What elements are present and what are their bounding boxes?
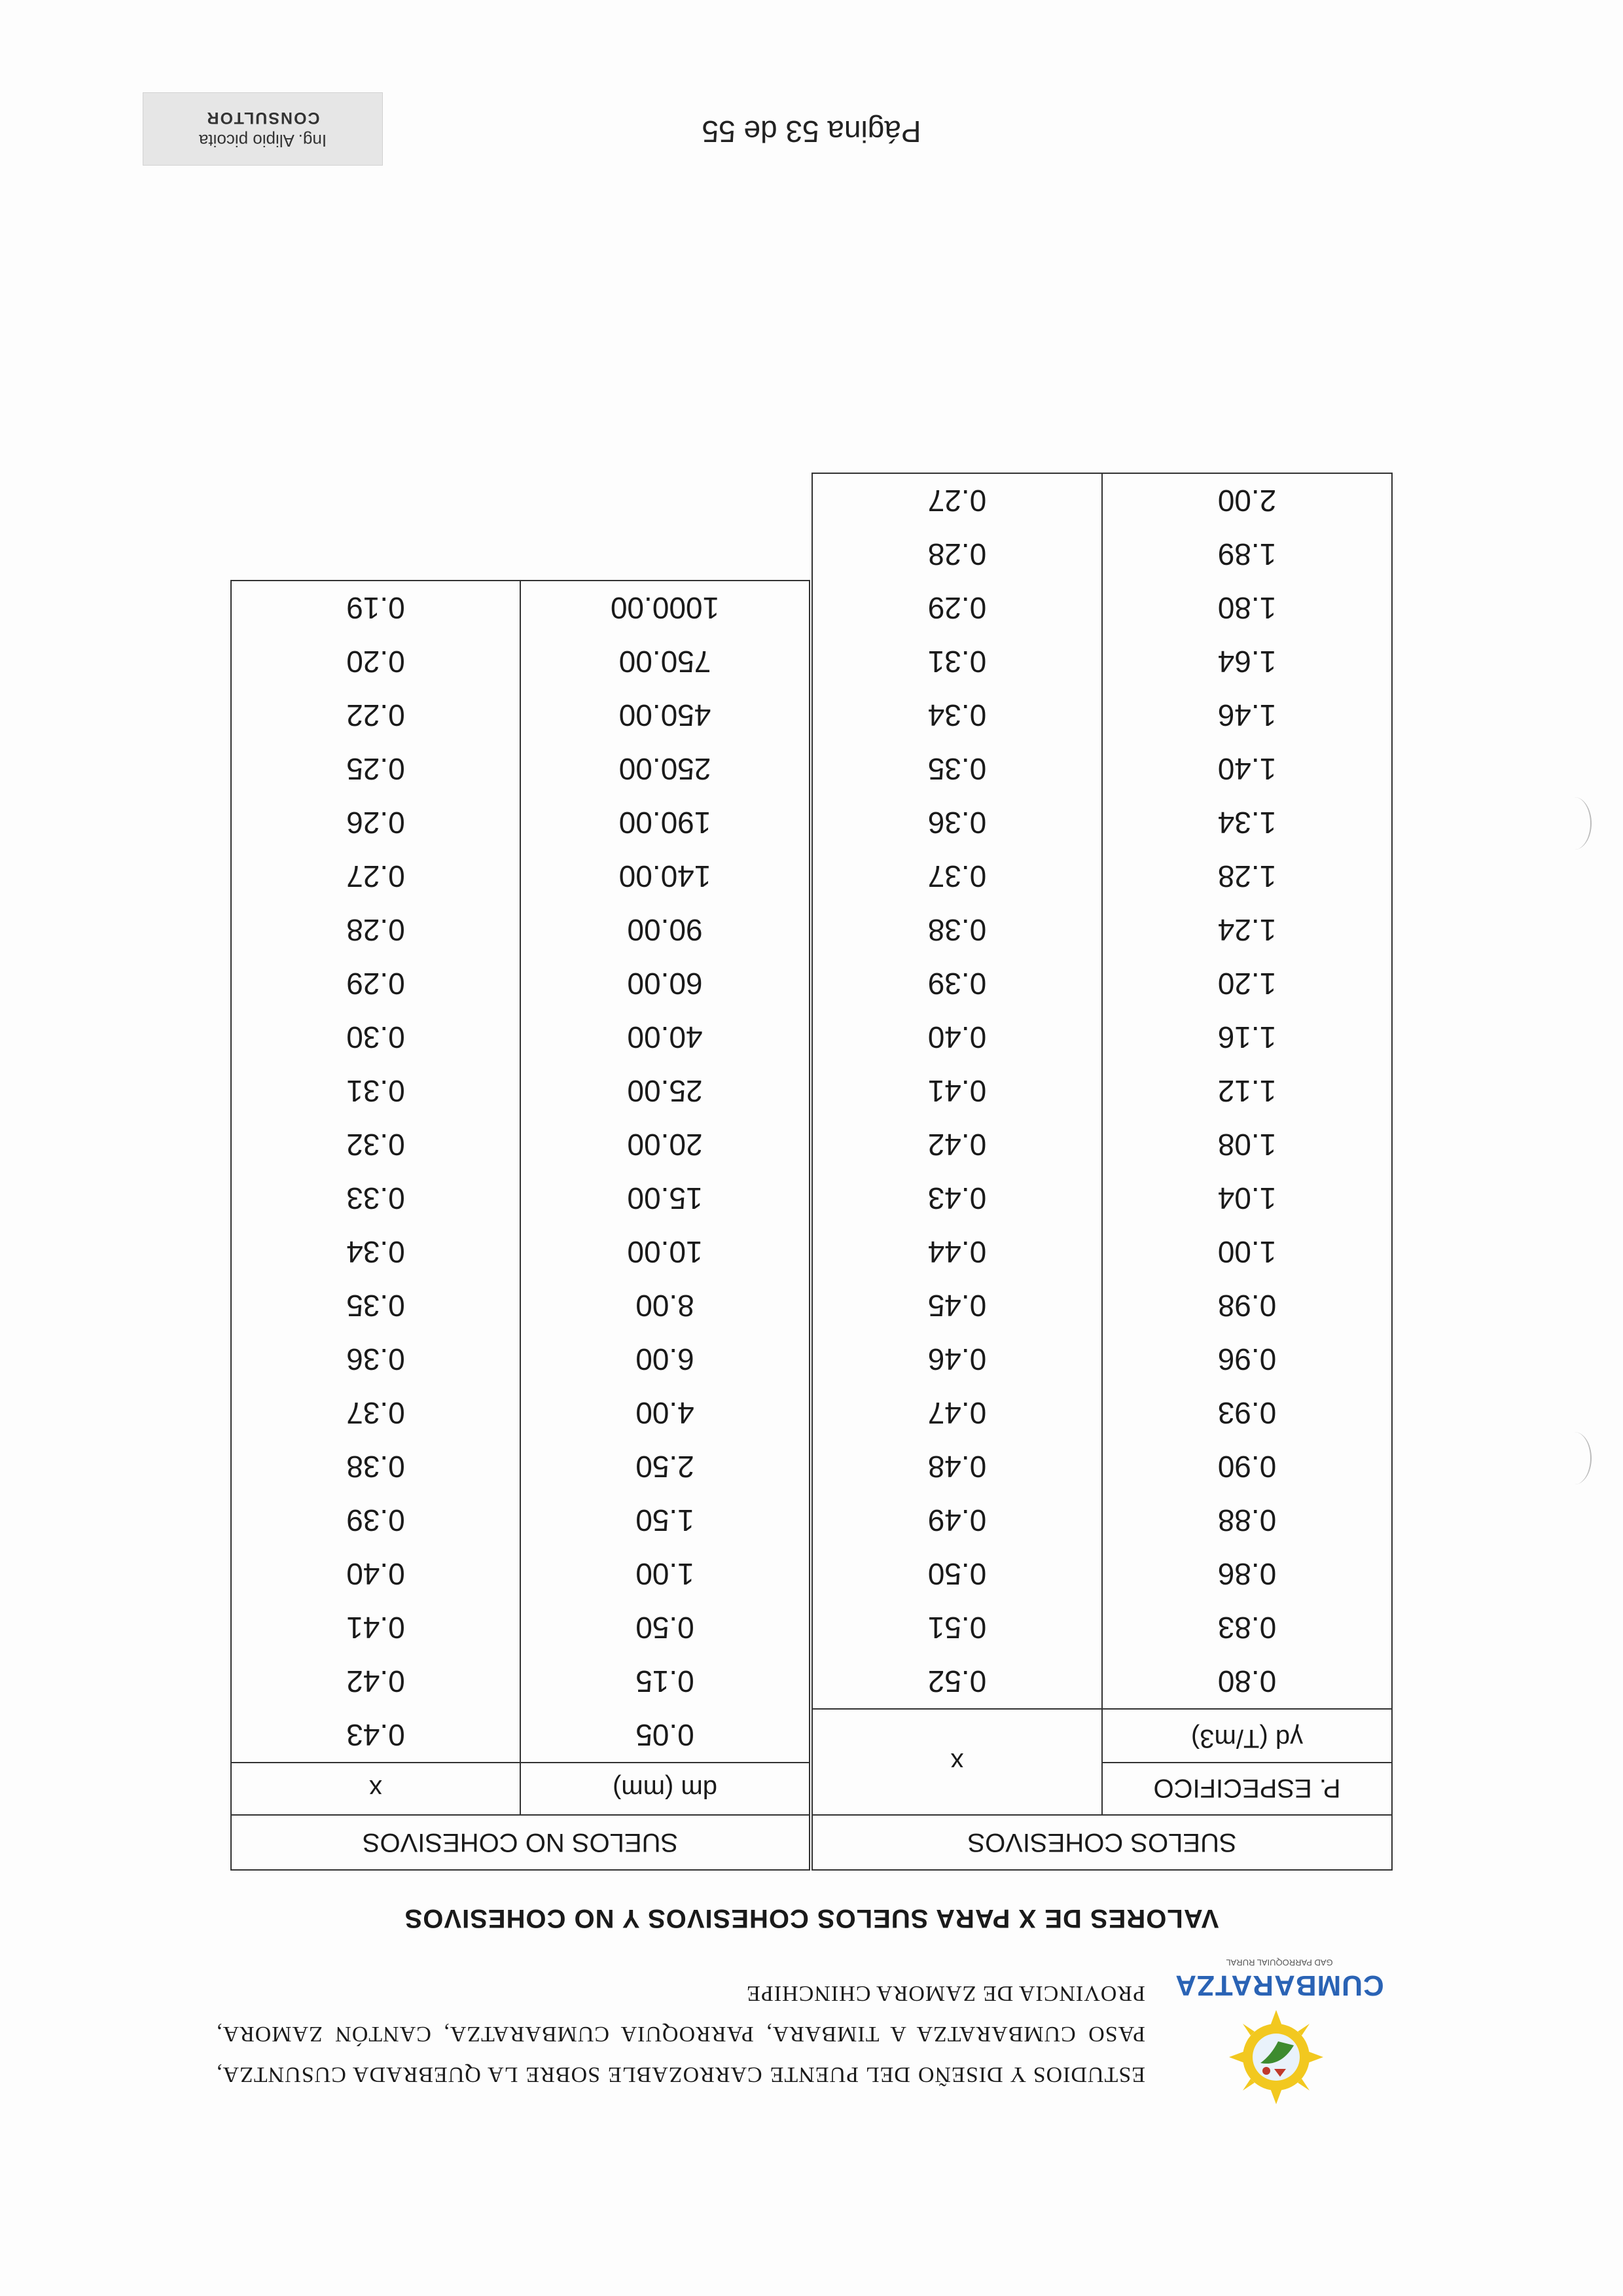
- non-cohesive-x-cell: 0.26: [231, 796, 520, 850]
- non-cohesive-value-cell: 750.00: [520, 635, 810, 689]
- non-cohesive-value-cell: 450.00: [520, 689, 810, 742]
- cohesive-table-body: [812, 473, 1392, 1709]
- project-title: ESTUDIOS Y DISEÑO DEL PUENTE CARROZABLE SOBRE LA QUEBRADA CUSUNTZA, PASO CUMBARATZA A TIMBARA, PARROQUIA CUMBARATZA, CANTÓN ZAMORA, PROVINCIA DE ZAMORA CHINCHIPE: [216, 1981, 1145, 2087]
- non-cohesive-x-cell: 0.38: [231, 1440, 520, 1494]
- cohesive-value-cell: 1.24: [1102, 903, 1392, 957]
- stamp-role: CONSULTOR: [205, 109, 320, 127]
- cohesive-x-header: x: [812, 1709, 1102, 1815]
- cohesive-x-cell: 0.43: [812, 1172, 1102, 1225]
- cohesive-x-cell: 0.52: [812, 1655, 1102, 1709]
- non-cohesive-value-cell: 60.00: [520, 957, 810, 1011]
- municipal-logo: [1171, 1956, 1387, 2106]
- cohesive-value-cell: 0.80: [1102, 1655, 1392, 1709]
- table-row: [231, 1279, 810, 1333]
- cohesive-x-cell: 0.37: [812, 850, 1102, 903]
- non-cohesive-x-cell: 0.30: [231, 1011, 520, 1064]
- cohesive-x-cell: 0.41: [812, 1064, 1102, 1118]
- non-cohesive-x-cell: 0.35: [231, 1279, 520, 1333]
- cohesive-soils-table: [812, 473, 1393, 1871]
- cohesive-value-cell: 0.90: [1102, 1440, 1392, 1494]
- cohesive-value-cell: 0.98: [1102, 1279, 1392, 1333]
- non-cohesive-value-cell: 2.50: [520, 1440, 810, 1494]
- stamp-name: Ing. Alipio picoita: [198, 131, 327, 151]
- non-cohesive-value-cell: 1.50: [520, 1494, 810, 1547]
- cohesive-value-cell: 1.12: [1102, 1064, 1392, 1118]
- non-cohesive-x-cell: 0.28: [231, 903, 520, 957]
- non-cohesive-x-cell: 0.42: [231, 1655, 520, 1708]
- specific-weight-header-label: P. ESPECIFICO: [1153, 1774, 1341, 1803]
- non-cohesive-value-cell: 1000.00: [520, 581, 810, 635]
- page-number: Página 53 de 55: [702, 115, 921, 149]
- table-row: [231, 689, 810, 742]
- cohesive-value-cell: 1.16: [1102, 1011, 1392, 1064]
- cohesive-x-cell: 0.38: [812, 903, 1102, 957]
- table-row: [812, 1333, 1392, 1386]
- table-row: [812, 1655, 1392, 1709]
- cohesive-value-cell: 0.83: [1102, 1601, 1392, 1655]
- non-cohesive-value-cell: 15.00: [520, 1172, 810, 1225]
- non-cohesive-x-cell: 0.43: [231, 1708, 520, 1763]
- cohesive-value-cell: 1.40: [1102, 742, 1392, 796]
- non-cohesive-value-cell: 250.00: [520, 742, 810, 796]
- cohesive-value-cell: 0.93: [1102, 1386, 1392, 1440]
- non-cohesive-value-cell: 0.50: [520, 1601, 810, 1655]
- non-cohesive-x-cell: 0.29: [231, 957, 520, 1011]
- non-cohesive-x-cell: 0.25: [231, 742, 520, 796]
- non-cohesive-x-cell: 0.40: [231, 1547, 520, 1601]
- cohesive-x-cell: 0.47: [812, 1386, 1102, 1440]
- non-cohesive-value-cell: 10.00: [520, 1225, 810, 1279]
- table-row: [812, 957, 1392, 1011]
- table-row: [231, 1064, 810, 1118]
- cohesive-value-cell: 1.80: [1102, 581, 1392, 635]
- cohesive-value-cell: 1.89: [1102, 528, 1392, 581]
- table-row: [231, 1494, 810, 1547]
- table-row: [812, 528, 1392, 581]
- table-row: [231, 1601, 810, 1655]
- table-row: [812, 903, 1392, 957]
- non-cohesive-value-cell: 0.05: [520, 1708, 810, 1763]
- cohesive-value-cell: 1.28: [1102, 850, 1392, 903]
- cohesive-x-cell: 0.42: [812, 1118, 1102, 1172]
- cohesive-x-cell: 0.29: [812, 581, 1102, 635]
- cohesive-x-cell: 0.45: [812, 1279, 1102, 1333]
- table-row: [231, 1011, 810, 1064]
- specific-weight-header: [1102, 1709, 1392, 1815]
- cohesive-value-cell: 1.00: [1102, 1225, 1392, 1279]
- non-cohesive-table-body: [231, 581, 810, 1763]
- non-cohesive-x-cell: 0.37: [231, 1386, 520, 1440]
- cohesive-value-cell: 0.96: [1102, 1333, 1392, 1386]
- cohesive-x-cell: 0.49: [812, 1494, 1102, 1547]
- table-row: [231, 1118, 810, 1172]
- cohesive-x-cell: 0.40: [812, 1011, 1102, 1064]
- cohesive-x-cell: 0.39: [812, 957, 1102, 1011]
- non-cohesive-value-cell: 90.00: [520, 903, 810, 957]
- table-row: [812, 689, 1392, 742]
- table-row: [812, 1064, 1392, 1118]
- cohesive-x-cell: 0.31: [812, 635, 1102, 689]
- table-row: [231, 742, 810, 796]
- cohesive-x-cell: 0.50: [812, 1547, 1102, 1601]
- cohesive-x-cell: 0.28: [812, 528, 1102, 581]
- table-row: [812, 1225, 1392, 1279]
- cohesive-group-header: SUELOS COHESIVOS: [812, 1815, 1392, 1870]
- table-row: [231, 1386, 810, 1440]
- table-row: [812, 473, 1392, 528]
- cohesive-value-cell: 2.00: [1102, 473, 1392, 528]
- table-row: [812, 635, 1392, 689]
- table-row: [812, 1601, 1392, 1655]
- table-row: [231, 1440, 810, 1494]
- table-row: [812, 1172, 1392, 1225]
- cohesive-x-cell: 0.35: [812, 742, 1102, 796]
- table-row: [812, 1279, 1392, 1333]
- table-row: [231, 1708, 810, 1763]
- non-cohesive-value-cell: 40.00: [520, 1011, 810, 1064]
- non-cohesive-x-cell: 0.20: [231, 635, 520, 689]
- non-cohesive-x-cell: 0.41: [231, 1601, 520, 1655]
- non-cohesive-x-cell: 0.34: [231, 1225, 520, 1279]
- table-row: [231, 581, 810, 635]
- non-cohesive-x-cell: 0.36: [231, 1333, 520, 1386]
- non-cohesive-value-cell: 0.15: [520, 1655, 810, 1708]
- punch-hole-mark: [1558, 797, 1592, 850]
- document-header: [209, 1949, 1387, 2106]
- non-cohesive-value-cell: 8.00: [520, 1279, 810, 1333]
- cohesive-value-cell: 1.20: [1102, 957, 1392, 1011]
- non-cohesive-value-cell: 20.00: [520, 1118, 810, 1172]
- cohesive-value-cell: 1.46: [1102, 689, 1392, 742]
- section-title: VALORES DE X PARA SUELOS COHESIVOS Y NO COHESIVOS: [404, 1904, 1219, 1933]
- cohesive-value-cell: 1.34: [1102, 796, 1392, 850]
- table-row: [812, 581, 1392, 635]
- non-cohesive-x-cell: 0.33: [231, 1172, 520, 1225]
- logo-tagline: GAD PARROQUIAL RURAL: [1226, 1958, 1333, 1967]
- table-row: [812, 1386, 1392, 1440]
- table-row: [231, 635, 810, 689]
- non-cohesive-x-cell: 0.27: [231, 850, 520, 903]
- table-row: [812, 1440, 1392, 1494]
- cohesive-value-cell: 0.88: [1102, 1494, 1392, 1547]
- punch-hole-mark: [1558, 1432, 1592, 1484]
- table-row: [231, 1172, 810, 1225]
- table-row: [231, 1547, 810, 1601]
- non-cohesive-value-cell: 140.00: [520, 850, 810, 903]
- cohesive-x-cell: 0.27: [812, 473, 1102, 528]
- cohesive-x-cell: 0.34: [812, 689, 1102, 742]
- non-cohesive-value-cell: 25.00: [520, 1064, 810, 1118]
- table-row: [812, 1547, 1392, 1601]
- non-cohesive-x-header: x: [231, 1763, 520, 1815]
- table-row: [812, 1118, 1392, 1172]
- cohesive-x-cell: 0.44: [812, 1225, 1102, 1279]
- table-row: [812, 796, 1392, 850]
- non-cohesive-x-cell: 0.32: [231, 1118, 520, 1172]
- sun-logo-icon: [1227, 2008, 1325, 2106]
- table-row: [812, 1011, 1392, 1064]
- logo-wordmark: CUMBARATZA: [1175, 1969, 1384, 2001]
- table-row: [231, 796, 810, 850]
- cohesive-x-cell: 0.48: [812, 1440, 1102, 1494]
- cohesive-x-cell: 0.46: [812, 1333, 1102, 1386]
- non-cohesive-x-cell: 0.19: [231, 581, 520, 635]
- cohesive-value-cell: 0.86: [1102, 1547, 1392, 1601]
- table-row: [812, 1494, 1392, 1547]
- non-cohesive-value-cell: 190.00: [520, 796, 810, 850]
- cohesive-value-cell: 1.64: [1102, 635, 1392, 689]
- non-cohesive-x-cell: 0.22: [231, 689, 520, 742]
- table-row: [231, 1225, 810, 1279]
- non-cohesive-x-cell: 0.39: [231, 1494, 520, 1547]
- non-cohesive-value-cell: 1.00: [520, 1547, 810, 1601]
- consultant-stamp: [143, 92, 383, 166]
- non-cohesive-soils-table: [230, 580, 810, 1871]
- table-row: [231, 903, 810, 957]
- table-row: [812, 850, 1392, 903]
- cohesive-x-cell: 0.51: [812, 1601, 1102, 1655]
- cohesive-value-cell: 1.04: [1102, 1172, 1392, 1225]
- specific-weight-header-unit: γd (T/m3): [1190, 1724, 1304, 1753]
- cohesive-value-cell: 1.08: [1102, 1118, 1392, 1172]
- non-cohesive-value-cell: 6.00: [520, 1333, 810, 1386]
- non-cohesive-group-header: SUELOS NO COHESIVOS: [231, 1815, 810, 1870]
- non-cohesive-x-cell: 0.31: [231, 1064, 520, 1118]
- diameter-header: dm (mm): [520, 1763, 810, 1815]
- table-row: [231, 957, 810, 1011]
- non-cohesive-value-cell: 4.00: [520, 1386, 810, 1440]
- table-row: [231, 1333, 810, 1386]
- cohesive-x-cell: 0.36: [812, 796, 1102, 850]
- table-row: [231, 850, 810, 903]
- table-row: [812, 742, 1392, 796]
- table-row: [231, 1655, 810, 1708]
